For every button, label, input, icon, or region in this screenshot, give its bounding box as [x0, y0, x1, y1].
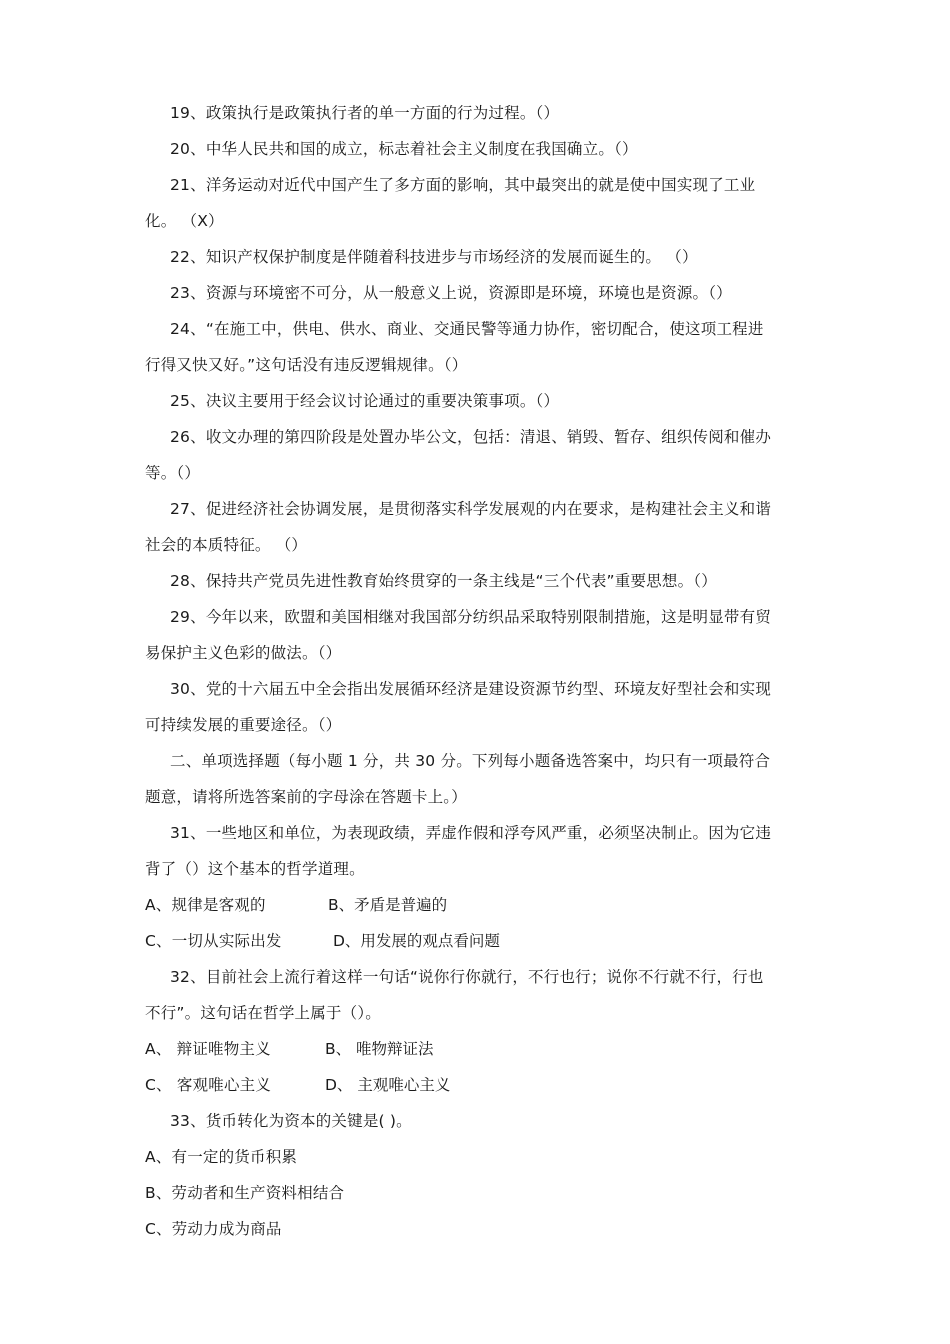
question-32-option-c: C、 客观唯心主义	[145, 1076, 272, 1094]
question-29-line1: 29、今年以来，欧盟和美国相继对我国部分纺织品采取特别限制措施，这是明显带有贸	[170, 608, 772, 626]
question-19: 19、政策执行是政策执行者的单一方面的行为过程。（）	[170, 104, 560, 122]
question-33-option-b: B、劳动者和生产资料相结合	[145, 1184, 345, 1202]
question-27-line2: 社会的本质特征。 （）	[145, 536, 308, 554]
section-heading-line2: 题意，请将所选答案前的字母涂在答题卡上。）	[145, 788, 467, 806]
question-28: 28、保持共产党员先进性教育始终贯穿的一条主线是“三个代表”重要思想。（）	[170, 572, 717, 590]
question-31-option-c: C、一切从实际出发	[145, 932, 282, 950]
question-24-line1: 24、“在施工中，供电、供水、商业、交通民警等通力协作，密切配合，使这项工程进	[170, 320, 764, 338]
question-30-line1: 30、党的十六届五中全会指出发展循环经济是建设资源节约型、环境友好型社会和实现	[170, 680, 772, 698]
question-21-line1: 21、洋务运动对近代中国产生了多方面的影响，其中最突出的就是使中国实现了工业	[170, 176, 756, 194]
question-26-line2: 等。（）	[145, 464, 201, 482]
section-heading-line1: 二、单项选择题（每小题 1 分，共 30 分。下列每小题备选答案中，均只有一项最符合	[170, 752, 771, 770]
question-29-line2: 易保护主义色彩的做法。（）	[145, 644, 342, 662]
question-25: 25、决议主要用于经会议讨论通过的重要决策事项。（）	[170, 392, 560, 410]
question-23: 23、资源与环境密不可分，从一般意义上说，资源即是环境，环境也是资源。（）	[170, 284, 732, 302]
question-32-option-b: B、 唯物辩证法	[325, 1040, 434, 1058]
question-26-line1: 26、收文办理的第四阶段是处置办毕公文，包括：清退、销毁、暂存、组织传阅和催办	[170, 428, 772, 446]
question-33-option-c: C、劳动力成为商品	[145, 1220, 282, 1238]
question-31-option-d: D、用发展的观点看问题	[333, 932, 500, 950]
question-31-line1: 31、一些地区和单位，为表现政绩，弄虚作假和浮夸风严重，必须坚决制止。因为它违	[170, 824, 772, 842]
question-24-line2: 行得又快又好。”这句话没有违反逻辑规律。（）	[145, 356, 468, 374]
question-21-line2: 化。 （X）	[145, 212, 224, 230]
question-20: 20、中华人民共和国的成立，标志着社会主义制度在我国确立。（）	[170, 140, 638, 158]
question-22: 22、知识产权保护制度是伴随着科技进步与市场经济的发展而诞生的。 （）	[170, 248, 698, 266]
question-32-option-a: A、 辩证唯物主义	[145, 1040, 271, 1058]
question-31-option-a: A、规律是客观的	[145, 896, 266, 914]
question-30-line2: 可持续发展的重要途径。（）	[145, 716, 342, 734]
question-31-line2: 背了（）这个基本的哲学道理。	[145, 860, 365, 878]
question-31-option-b: B、矛盾是普遍的	[328, 896, 448, 914]
question-27-line1: 27、促进经济社会协调发展，是贯彻落实科学发展观的内在要求，是构建社会主义和谐	[170, 500, 772, 518]
question-33-option-a: A、有一定的货币积累	[145, 1148, 298, 1166]
question-32-line1: 32、目前社会上流行着这样一句话“说你行你就行，不行也行；说你不行就不行，行也	[170, 968, 764, 986]
question-32-option-d: D、 主观唯心主义	[325, 1076, 451, 1094]
question-32-line2: 不行”。这句话在哲学上属于（）。	[145, 1004, 381, 1022]
question-33: 33、货币转化为资本的关键是( )。	[170, 1112, 412, 1130]
